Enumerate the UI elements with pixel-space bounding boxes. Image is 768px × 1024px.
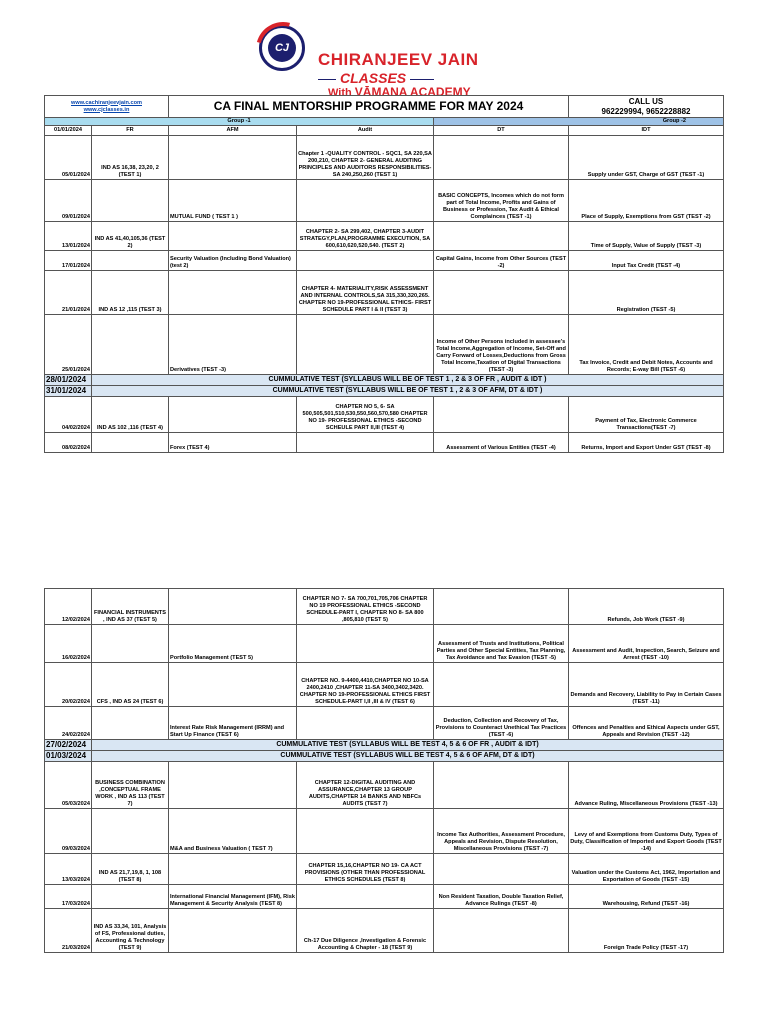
afm-cell bbox=[169, 397, 297, 433]
idt-cell: Levy of and Exemptions from Customs Duty, Types of Duty, Classification of Imported and Export Goods (TEST -14) bbox=[569, 809, 724, 854]
logo-academy: VĀMANA ACADEMY bbox=[354, 85, 471, 99]
badge-text: CJ bbox=[268, 34, 296, 62]
afm-cell: MUTUAL FUND ( TEST 1 ) bbox=[169, 180, 297, 222]
audit-cell: CHAPTER NO 7- SA 700,701,705,706 CHAPTER NO 19 PROFESSIONAL ETHICS -SECOND SCHEDULE-PART I, CHAPTER NO 8- SA 800 ,805,810 (TEST 5) bbox=[297, 589, 434, 625]
afm-cell: Interest Rate Risk Management (IRRM) and Start Up Finance (TEST 6) bbox=[169, 707, 297, 740]
idt-cell: Assessment and Audit, Inspection, Search, Seizure and Arrest (TEST -10) bbox=[569, 625, 724, 663]
logo-with-label: With bbox=[328, 87, 352, 99]
date-cell: 25/01/2024 bbox=[45, 315, 92, 375]
table-row bbox=[45, 433, 724, 453]
cumulative-date: 27/02/2024 bbox=[45, 740, 92, 751]
cumulative-test-row bbox=[45, 751, 724, 762]
date-cell: 13/03/2024 bbox=[45, 854, 92, 885]
table-row bbox=[45, 397, 724, 433]
col-afm: AFM bbox=[169, 126, 297, 136]
audit-cell: CHAPTER 4- MATERIALITY,RISK ASSESSMENT AND INTERNAL CONTROLS,SA 315,330,320,265. CHAPTER NO 19-PROFESSIONAL ETHICS- FIRST SCHEDULE PART I & II (TEST 3) bbox=[297, 271, 434, 315]
cumulative-date: 01/03/2024 bbox=[45, 751, 92, 762]
audit-cell bbox=[297, 251, 434, 271]
audit-cell: Ch-17 Due Diligence ,Investigation & Forensic Accounting & Chapter - 18 (TEST 9) bbox=[297, 909, 434, 953]
table-row bbox=[45, 909, 724, 953]
cumulative-test-row bbox=[45, 740, 724, 751]
cumulative-test-row bbox=[45, 375, 724, 386]
logo bbox=[0, 0, 768, 99]
schedule-table-part2 bbox=[44, 588, 724, 953]
afm-cell: International Financial Management (IFM), Risk Management & Security Analysis (TEST 8) bbox=[169, 885, 297, 909]
date-cell: 08/02/2024 bbox=[45, 433, 92, 453]
date-cell: 24/02/2024 bbox=[45, 707, 92, 740]
date-cell: 20/02/2024 bbox=[45, 663, 92, 707]
fr-cell bbox=[92, 625, 169, 663]
audit-cell: CHAPTER NO. 9-4400,4410,CHAPTER NO 10-SA 2400,2410 ,CHAPTER 11-SA 3400,3402,3420. CHAPTER NO 19-PROFESSIONAL ETHICS FIRST SCHEDULE-PART I,II ,III & IV (TEST 6) bbox=[297, 663, 434, 707]
dt-cell bbox=[434, 222, 569, 251]
cumulative-date: 28/01/2024 bbox=[45, 375, 92, 386]
table-row bbox=[45, 809, 724, 854]
idt-cell: Time of Supply, Value of Supply (TEST -3) bbox=[569, 222, 724, 251]
fr-cell: IND AS 12 ,115 (TEST 3) bbox=[92, 271, 169, 315]
date-cell: 17/01/2024 bbox=[45, 251, 92, 271]
fr-cell bbox=[92, 180, 169, 222]
idt-cell: Returns, Import and Export Under GST (TEST -8) bbox=[569, 433, 724, 453]
idt-cell: Input Tax Credit (TEST -4) bbox=[569, 251, 724, 271]
audit-cell bbox=[297, 433, 434, 453]
dt-cell: Income Tax Authorities, Assessment Procedure, Appeals and Revision, Dispute Resolution, Miscellaneous Provisions (TEST -7) bbox=[434, 809, 569, 854]
audit-cell bbox=[297, 885, 434, 909]
afm-cell bbox=[169, 762, 297, 809]
col-date: 01/01/2024 bbox=[45, 126, 92, 136]
website-links bbox=[45, 96, 169, 118]
afm-cell bbox=[169, 136, 297, 180]
call-us bbox=[569, 96, 724, 118]
table-row bbox=[45, 271, 724, 315]
fr-cell: CFS , IND AS 24 (TEST 6) bbox=[92, 663, 169, 707]
dt-cell bbox=[434, 271, 569, 315]
cumulative-text: CUMMULATIVE TEST (SYLLABUS WILL BE OF TEST 1 , 2 & 3 OF FR , AUDIT & IDT ) bbox=[92, 375, 724, 386]
dt-cell bbox=[434, 762, 569, 809]
date-cell: 09/01/2024 bbox=[45, 180, 92, 222]
afm-cell bbox=[169, 854, 297, 885]
idt-cell: Tax Invoice, Credit and Debit Notes, Accounts and Records; E-way Bill (TEST -6) bbox=[569, 315, 724, 375]
table-row bbox=[45, 315, 724, 375]
page-title: CA FINAL MENTORSHIP PROGRAMME FOR MAY 2024 bbox=[169, 96, 569, 118]
audit-cell: CHAPTER 12-DIGITAL AUDITING AND ASSURANCE,CHAPTER 13 GROUP AUDITS,CHAPTER 14 BANKS AND NBFCs AUDITS (TEST 7) bbox=[297, 762, 434, 809]
table-row bbox=[45, 625, 724, 663]
dt-cell: BASIC CONCEPTS, Incomes which do not form part of Total Income, Profits and Gains of Business or Profession, Tax Audit & Ethical Complainces (TEST -1) bbox=[434, 180, 569, 222]
dt-cell: Assessment of Various Entities (TEST -4) bbox=[434, 433, 569, 453]
idt-cell: Refunds, Job Work (TEST -9) bbox=[569, 589, 724, 625]
dt-cell: Income of Other Persons included in assessee's Total Income,Aggregation of Income, Set-Off and Carry Forward of Losses,Deductions from Gross Total Income,Taxation of Digital Transactions (TEST -3) bbox=[434, 315, 569, 375]
idt-cell: Valuation under the Customs Act, 1962, Importation and Exportation of Goods (TEST -15) bbox=[569, 854, 724, 885]
idt-cell: Registration (TEST -5) bbox=[569, 271, 724, 315]
fr-cell: BUSINESS COMBINATION ,CONCEPTUAL FRAME WORK , IND AS 113 (TEST 7) bbox=[92, 762, 169, 809]
col-audit: Audit bbox=[297, 126, 434, 136]
dt-cell bbox=[434, 589, 569, 625]
cumulative-text: CUMMULATIVE TEST (SYLLABUS WILL BE OF TEST 1 , 2 & 3 OF AFM, DT & IDT ) bbox=[92, 386, 724, 397]
cumulative-test-row bbox=[45, 386, 724, 397]
idt-cell: Supply under GST, Charge of GST (TEST -1) bbox=[569, 136, 724, 180]
audit-cell: CHAPTER 2- SA 299,402, CHAPTER 3-AUDIT STRATEGY,PLAN,PROGRAMME EXECUTION, SA 600,610,620,520,540. (TEST 2) bbox=[297, 222, 434, 251]
date-cell: 12/02/2024 bbox=[45, 589, 92, 625]
afm-cell: Security Valuation (Including Bond Valuation) (test 2) bbox=[169, 251, 297, 271]
afm-cell: M&A and Business Valuation ( TEST 7) bbox=[169, 809, 297, 854]
idt-cell: Place of Supply, Exemptions from GST (TEST -2) bbox=[569, 180, 724, 222]
idt-cell: Foreign Trade Policy (TEST -17) bbox=[569, 909, 724, 953]
fr-cell: IND AS 33,34, 101, Analysis of FS, Professional duties, Accounting & Technology (TEST 9) bbox=[92, 909, 169, 953]
table-row bbox=[45, 222, 724, 251]
logo-classes: CLASSES bbox=[340, 70, 407, 86]
col-idt: IDT bbox=[569, 126, 724, 136]
group-2-header bbox=[434, 118, 724, 126]
dt-cell: Capital Gains, Income from Other Sources (TEST -2) bbox=[434, 251, 569, 271]
fr-cell bbox=[92, 433, 169, 453]
table-row bbox=[45, 180, 724, 222]
table-row bbox=[45, 854, 724, 885]
fr-cell bbox=[92, 315, 169, 375]
cumulative-date: 31/01/2024 bbox=[45, 386, 92, 397]
audit-cell bbox=[297, 707, 434, 740]
website-link-1[interactable]: www.cachiranjeevjain.com bbox=[71, 99, 142, 106]
dt-cell bbox=[434, 397, 569, 433]
afm-cell: Portfolio Management (TEST 5) bbox=[169, 625, 297, 663]
date-cell: 13/01/2024 bbox=[45, 222, 92, 251]
afm-cell bbox=[169, 909, 297, 953]
date-cell: 21/03/2024 bbox=[45, 909, 92, 953]
logo-name: CHIRANJEEV JAIN bbox=[318, 50, 479, 69]
table-row bbox=[45, 589, 724, 625]
audit-cell: CHAPTER 15,16,CHAPTER NO 19- CA ACT PROVISIONS (OTHER THAN PROFESSIONAL ETHICS SCHEDULES (TEST 8) bbox=[297, 854, 434, 885]
website-link-2[interactable]: www.cjclasses.in bbox=[83, 106, 130, 113]
fr-cell: IND AS 102 ,116 (TEST 4) bbox=[92, 397, 169, 433]
idt-cell: Offences and Penalties and Ethical Aspects under GST, Appeals and Revision (TEST -12) bbox=[569, 707, 724, 740]
dt-cell: Assessment of Trusts and Institutions, Political Parties and Other Special Entities, Tax Planning, Tax Avoidance and Tax Evasion (TEST -5) bbox=[434, 625, 569, 663]
audit-cell bbox=[297, 625, 434, 663]
group-2-label: Group -2 bbox=[662, 118, 686, 124]
date-cell: 09/03/2024 bbox=[45, 809, 92, 854]
schedule-table-part1 bbox=[44, 95, 724, 453]
phone-numbers: 962229994, 9652228882 bbox=[601, 106, 691, 116]
date-cell: 04/02/2024 bbox=[45, 397, 92, 433]
dt-cell bbox=[434, 854, 569, 885]
dt-cell: Non Resident Taxation, Double Taxation Relief, Advance Rulings (TEST -8) bbox=[434, 885, 569, 909]
audit-cell: Chapter 1 -QUALITY CONTROL - SQC1, SA 220,SA 200,210, CHAPTER 2- GENERAL AUDITING PRINCIPLES AND AUDITORS RESPONSIBILITIES-SA 240,250,260 (TEST 1) bbox=[297, 136, 434, 180]
date-cell: 05/01/2024 bbox=[45, 136, 92, 180]
table-row bbox=[45, 762, 724, 809]
fr-cell bbox=[92, 885, 169, 909]
table-row bbox=[45, 136, 724, 180]
table-row bbox=[45, 663, 724, 707]
afm-cell bbox=[169, 663, 297, 707]
dt-cell bbox=[434, 136, 569, 180]
table-row bbox=[45, 707, 724, 740]
col-dt: DT bbox=[434, 126, 569, 136]
fr-cell bbox=[92, 707, 169, 740]
table-row bbox=[45, 885, 724, 909]
table-row bbox=[45, 251, 724, 271]
idt-cell: Warehousing, Refund (TEST -16) bbox=[569, 885, 724, 909]
fr-cell: IND AS 21,7,19,8, 1, 108 (TEST 8) bbox=[92, 854, 169, 885]
cumulative-text: CUMMULATIVE TEST (SYLLABUS WILL BE TEST 4, 5 & 6 OF AFM, DT & IDT) bbox=[92, 751, 724, 762]
audit-cell bbox=[297, 315, 434, 375]
afm-cell bbox=[169, 222, 297, 251]
fr-cell: IND AS 41,40,105,36 (TEST 2) bbox=[92, 222, 169, 251]
afm-cell: Derivatives (TEST -3) bbox=[169, 315, 297, 375]
cumulative-text: CUMMULATIVE TEST (SYLLABUS WILL BE TEST 4, 5 & 6 OF FR , AUDIT & IDT) bbox=[92, 740, 724, 751]
col-fr: FR bbox=[92, 126, 169, 136]
group-1-header: Group -1 bbox=[45, 118, 434, 126]
idt-cell: Demands and Recovery, Liability to Pay in Certain Cases (TEST -11) bbox=[569, 663, 724, 707]
date-cell: 17/03/2024 bbox=[45, 885, 92, 909]
call-label: CALL US bbox=[628, 96, 664, 106]
dt-cell: Deduction, Collection and Recovery of Tax, Provisions to Counteract Unethical Tax Practices (TEST -6) bbox=[434, 707, 569, 740]
fr-cell: IND AS 16,38, 23,20, 2 (TEST 1) bbox=[92, 136, 169, 180]
fr-cell bbox=[92, 251, 169, 271]
afm-cell: Forex (TEST 4) bbox=[169, 433, 297, 453]
idt-cell: Advance Ruling, Miscellaneous Provisions (TEST -13) bbox=[569, 762, 724, 809]
fr-cell: FINANCIAL INSTRUMENTS , IND AS 37 (TEST 5) bbox=[92, 589, 169, 625]
date-cell: 21/01/2024 bbox=[45, 271, 92, 315]
idt-cell: Payment of Tax, Electronic Commerce Transactions(TEST -7) bbox=[569, 397, 724, 433]
afm-cell bbox=[169, 271, 297, 315]
fr-cell bbox=[92, 809, 169, 854]
audit-cell bbox=[297, 809, 434, 854]
audit-cell: CHAPTER NO 5, 6- SA 500,505,501,510,530,550,560,570,580 CHAPTER NO 19- PROFESSIONAL ETHICS -SECOND SCHEULE PART II,III (TEST 4) bbox=[297, 397, 434, 433]
date-cell: 16/02/2024 bbox=[45, 625, 92, 663]
audit-cell bbox=[297, 180, 434, 222]
logo-divider-left bbox=[318, 79, 336, 80]
date-cell: 05/03/2024 bbox=[45, 762, 92, 809]
dt-cell bbox=[434, 663, 569, 707]
cj-badge-icon bbox=[259, 25, 305, 71]
logo-divider-right bbox=[410, 79, 434, 80]
afm-cell bbox=[169, 589, 297, 625]
dt-cell bbox=[434, 909, 569, 953]
